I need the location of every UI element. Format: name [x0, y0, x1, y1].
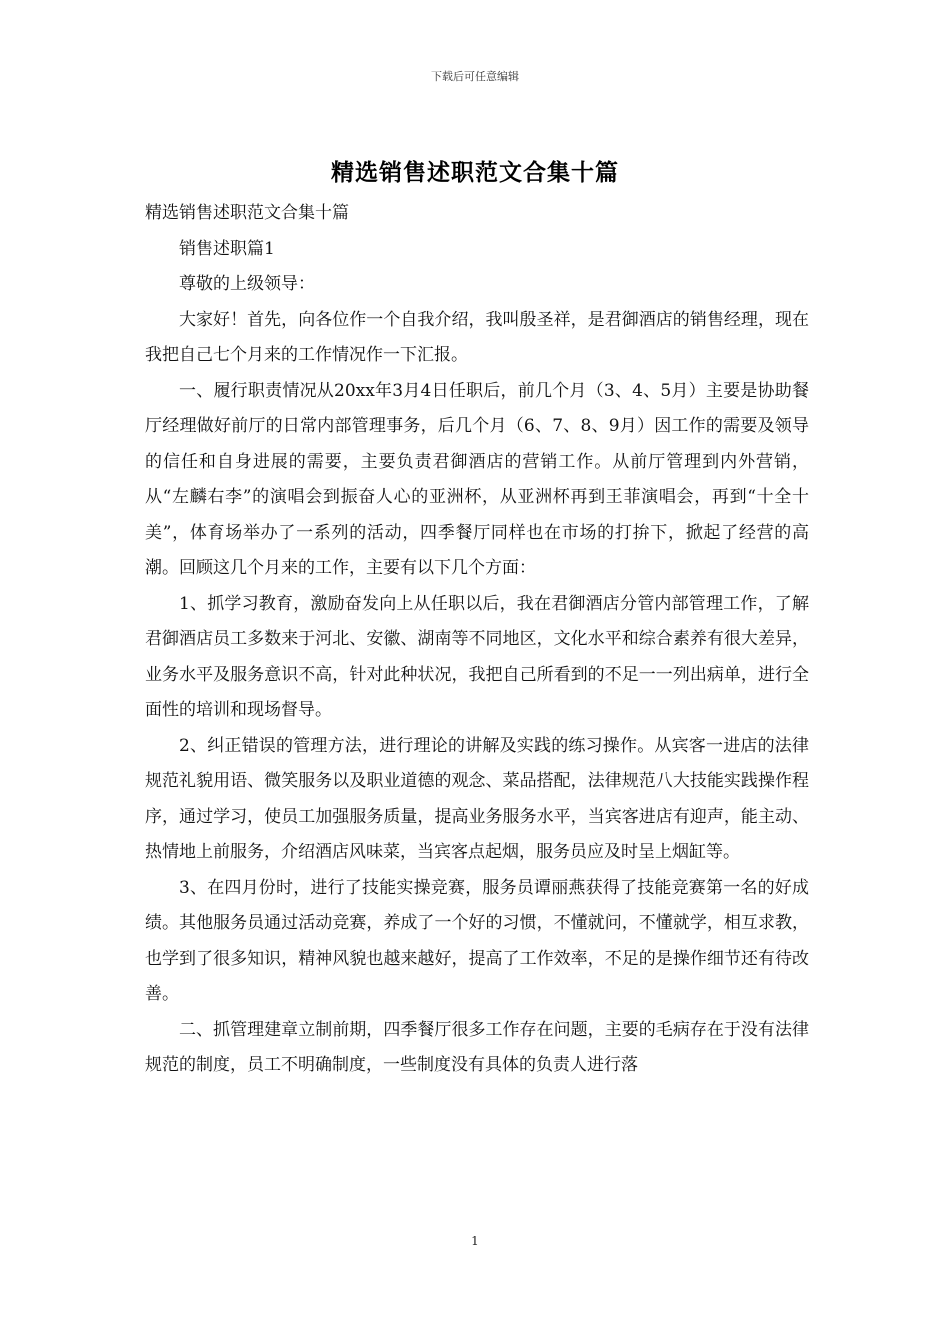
page-number: 1 — [471, 1234, 479, 1248]
section-heading: 销售述职篇1 — [179, 238, 275, 259]
paragraph-point-1: 1、抓学习教育，激励奋发向上从任职以后，我在君御酒店分管内部管理工作，了解君御酒店员工多数来于河北、安徽、湖南等不同地区，文化水平和综合素养有很大差异，业务水平及服务意识不高，针对此种状况，我把自己所看到的不足一一列出病单，进行全面性的培训和现场督导。 — [145, 593, 809, 720]
document-subtitle: 精选销售述职范文合集十篇 — [145, 203, 349, 223]
document-body — [145, 196, 809, 1084]
paragraph-management: 二、抓管理建章立制前期，四季餐厅很多工作存在问题，主要的毛病存在于没有法律规范的制度，员工不明确制度，一些制度没有具体的负责人进行落 — [145, 1019, 809, 1075]
paragraph-intro: 大家好！首先，向各位作一个自我介绍，我叫殷圣祥，是君御酒店的销售经理，现在我把自己七个月来的工作情况作一下汇报。 — [145, 309, 809, 365]
header-note: 下载后可任意编辑 — [431, 70, 519, 83]
document-title: 精选销售述职范文合集十篇 — [331, 159, 619, 186]
paragraph-point-2: 2、纠正错误的管理方法，进行理论的讲解及实践的练习操作。从宾客一进店的法律规范礼貌用语、微笑服务以及职业道德的观念、菜品搭配，法律规范八大技能实践操作程序，通过学习，使员工加强服务质量，提高业务服务水平，当宾客进店有迎声，能主动、热情地上前服务，介绍酒店风味菜，当宾客点起烟，服务员应及时呈上烟缸等。 — [145, 735, 809, 862]
paragraph-point-3: 3、在四月份时，进行了技能实操竞赛，服务员谭丽燕获得了技能竞赛第一名的好成绩。其他服务员通过活动竞赛，养成了一个好的习惯，不懂就问，不懂就学，相互求教，也学到了很多知识，精神风貌也越来越好，提高了工作效率，不足的是操作细节还有待改善。 — [145, 877, 809, 1004]
paragraph-duties: 一、履行职责情况从20xx年3月4日任职后，前几个月（3、4、5月）主要是协助餐厅经理做好前厅的日常内部管理事务，后几个月（6、7、8、9月）因工作的需要及领导的信任和自身进展的需要，主要负责君御酒店的营销工作。从前厅管理到内外营销，从“左麟右李”的演唱会到振奋人心的亚洲杯，从亚洲杯再到王菲演唱会，再到“十全十美”，体育场举办了一系列的活动，四季餐厅同样也在市场的打拚下，掀起了经营的高潮。回顾这几个月来的工作，主要有以下几个方面： — [145, 380, 809, 578]
salutation: 尊敬的上级领导： — [179, 274, 315, 294]
